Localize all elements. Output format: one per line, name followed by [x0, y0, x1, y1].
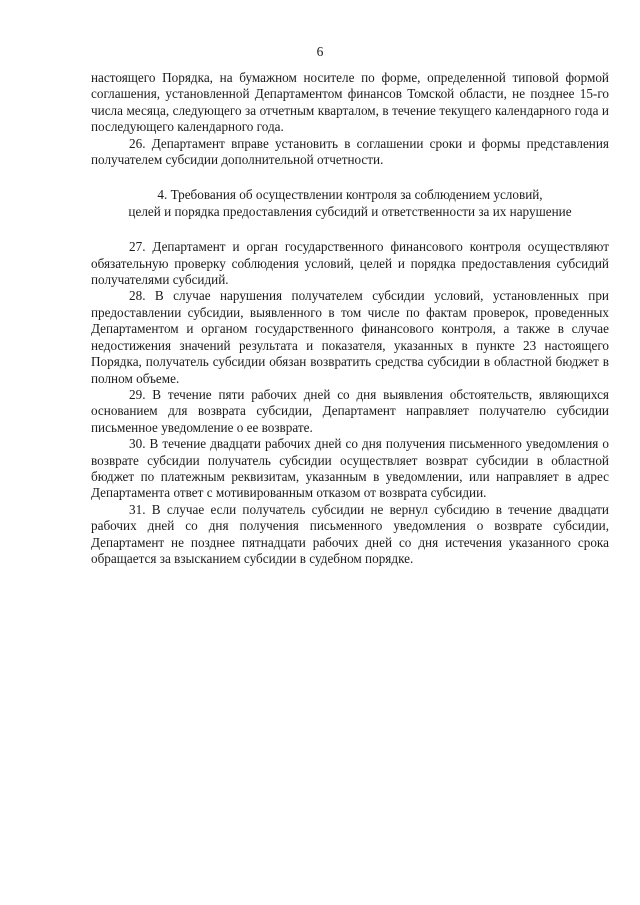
paragraph-27: 27. Департамент и орган государственного финансового контроля осуществляют обязательную проверку соблюдения условий, целей и порядка предоставления субсидий получателями субсидий.: [91, 239, 609, 288]
paragraph-26: 26. Департамент вправе установить в соглашении сроки и формы представления получателем субсидии дополнительной отчетности.: [91, 135, 609, 168]
paragraph-continuation: настоящего Порядка, на бумажном носителе по форме, определенной типовой формой соглашения, установленной Департаментом финансов Томской области, не позднее 15-го числа месяца, следующего за отчетным кварталом, в течение текущего календарного года и последующего календарного года.: [91, 70, 609, 135]
paragraph-29: 29. В течение пяти рабочих дней со дня выявления обстоятельств, являющихся основанием для возврата субсидии, Департамент направляет получателю субсидии письменное уведомление о ее возврате.: [91, 386, 609, 435]
section-heading-line-1: 4. Требования об осуществлении контроля за соблюдением условий,: [157, 187, 543, 203]
page-number: 6: [316, 44, 324, 59]
paragraph-28: 28. В случае нарушения получателем субсидии условий, установленных при предоставлении субсидии, выявленного в том числе по фактам проверок, проведенных Департаментом и органом государственного финансового контроля, а также в случае недостижения значений результата и показателя, указанных в пункте 23 настоящего Порядка, получатель субсидии обязан возвратить средства субсидии в областной бюджет в полном объеме.: [91, 288, 609, 386]
paragraph-31: 31. В случае если получатель субсидии не вернул субсидию в течение двадцати рабочих дней со дня получения письменного уведомления о возврате субсидии, Департамент не позднее пятнадцати рабочих дней со дня истечения указанного срока обращается за взысканием субсидии в судебном порядке.: [91, 501, 609, 566]
section-heading: [91, 187, 609, 220]
section-heading-line-2: целей и порядка предоставления субсидий и ответственности за их нарушение: [128, 203, 572, 219]
document-body: [91, 70, 609, 567]
paragraph-30: 30. В течение двадцати рабочих дней со дня получения письменного уведомления о возврате субсидии получатель субсидии осуществляет возврат субсидии в областной бюджет по платежным реквизитам, указанным в уведомлении, или направляет в адрес Департамента ответ с мотивированным отказом от возврата субсидии.: [91, 436, 609, 501]
